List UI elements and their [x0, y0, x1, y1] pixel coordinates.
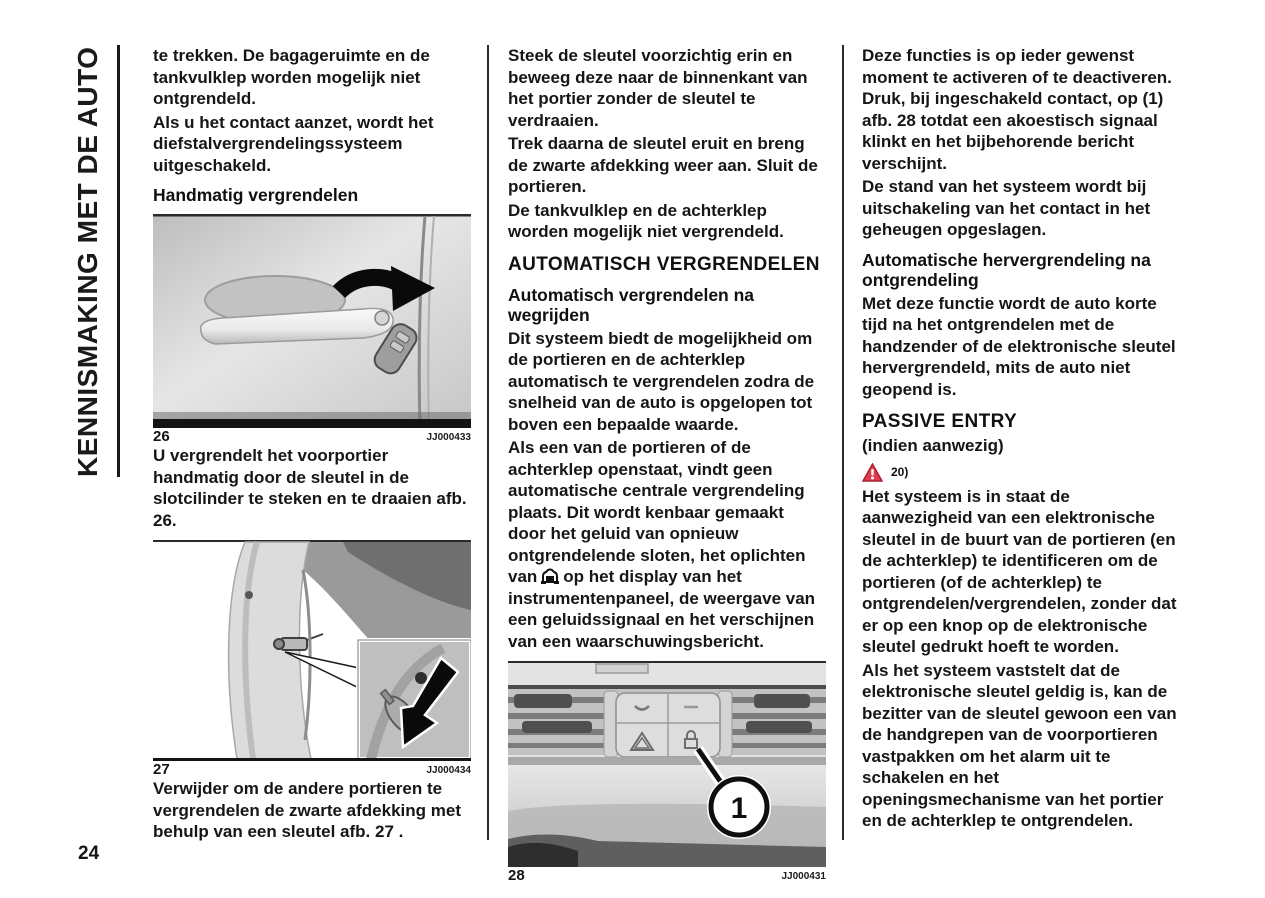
paragraph: Het systeem is in staat de aanwezigheid van een elektronische sleutel in de buurt van de portieren (en de achterklep) te identificeren om de portieren (of de achterklep) te ontgrendelen/vergrendelen, zonder dat er op een knop op de elektronische sleutel gedrukt hoeft te worden. — [862, 486, 1177, 656]
paragraph: Dit systeem biedt de mogelijkheid om de portieren en de achterklep automatisch te vergrendelen zodra de snelheid van de auto is opgelopen tot boven een bepaalde waarde. — [508, 328, 815, 434]
heading-lock-after-driveoff: Automatisch vergrendelen na wegrijden — [508, 284, 755, 325]
door-handle-key-illustration — [153, 214, 471, 428]
warning-number: 20) — [891, 465, 909, 479]
inset-detail — [358, 640, 471, 759]
paragraph: De tankvulklep en de achterklep worden mogelijk niet vergrendeld. — [508, 200, 784, 241]
paragraph-with-icon — [508, 437, 826, 652]
figure-number: 26 — [153, 428, 170, 445]
paragraph: Met deze functie wordt de auto korte tijd na het ontgrendelen met de handzender of de elektronische sleutel hervergrendeld, mits de auto niet geopend is. — [862, 293, 1176, 399]
warning-triangle-icon — [862, 463, 883, 482]
figure-28-dashboard-button — [508, 661, 826, 884]
figure-27-caption: Verwijder om de andere portieren te vergrendelen de zwarte afdekking met behulp van een sleutel afb. 27 . — [153, 779, 461, 841]
paragraph: Deze functies is op ieder gewenst moment te activeren of te deactiveren. Druk, bij ingeschakeld contact, op (1) afb. 28 totdat een akoestisch signaal klinkt en het bijbehorende bericht verschijnt. — [862, 46, 1172, 173]
if-present-note: (indien aanwezig) — [862, 436, 1004, 455]
heading-manual-locking: Handmatig vergrendelen — [153, 185, 359, 205]
column-separator — [487, 45, 489, 840]
paragraph: Als het systeem vaststelt dat de elektronische sleutel geldig is, kan de bezitter van de sleutel gewoon een van de handgrepen van de voorportieren vastpakken om het alarm uit te schakelen en het openingsmechanisme van het portier en de achterklep te ontgrendelen. — [862, 660, 1177, 830]
chapter-title-vertical: KENNISMAKING MET DE AUTO — [72, 46, 103, 477]
figure-number: 27 — [153, 761, 170, 778]
figure-27-door-edge-lock — [153, 540, 471, 778]
column-1 — [153, 45, 471, 845]
paragraph: te trekken. De bagageruimte en de tankvulklep worden mogelijk niet ontgrendeld. — [153, 46, 430, 108]
page-number: 24 — [78, 843, 100, 864]
figure-26-caption: U vergrendelt het voorportier handmatig door de sleutel in de slotcilinder te steken en te draaien afb. 26. — [153, 446, 467, 530]
door-edge-lock-illustration — [153, 540, 471, 761]
paragraph: De stand van het systeem wordt bij uitschakeling van het contact in het geheugen opgeslagen. — [862, 177, 1151, 239]
figure-number: 28 — [508, 867, 525, 884]
figure-code: JJ000434 — [426, 765, 471, 776]
paragraph: Als u het contact aanzet, wordt het diefstalvergrendelingssysteem uitgeschakeld. — [153, 112, 434, 175]
paragraph: Trek daarna de sleutel eruit en breng de zwarte afdekking weer aan. Sluit de portieren. — [508, 134, 818, 196]
figure-26-door-handle-key — [153, 214, 471, 445]
dashboard-illustration — [508, 661, 826, 867]
column-3 — [862, 45, 1180, 834]
paragraph-text: Als een van de portieren of de achterklep openstaat, vindt geen automatische centrale vergrendeling plaats. Dit wordt kenbaar gemaakt door het geluid van opnieuw ontgrendelende sloten, het oplichten van — [508, 438, 806, 586]
heading-passive-entry: PASSIVE ENTRY — [862, 411, 1018, 432]
heading-automatic-locking: AUTOMATISCH VERGRENDELEN — [508, 253, 820, 275]
door-open-warning-icon — [540, 568, 560, 585]
column-2 — [508, 45, 826, 884]
column-separator — [842, 45, 844, 840]
heading-auto-relock: Automatische hervergrendeling na ontgrendeling — [862, 249, 1151, 290]
svg-text:1: 1 — [730, 792, 748, 825]
paragraph: Steek de sleutel voorzichtig erin en beweeg deze naar de binnenkant van het portier zonder de sleutel te verdraaien. — [508, 46, 808, 130]
sidebar-rule — [117, 45, 120, 477]
figure-code: JJ000433 — [426, 432, 471, 443]
warning-reference-row — [862, 463, 1180, 482]
figure-code: JJ000431 — [781, 871, 826, 882]
paragraph-text: op het display van het instrumentenpaneel, de weergave van een geluidssignaal en het verschijnen van een waarschuwingsbericht. — [508, 567, 816, 651]
